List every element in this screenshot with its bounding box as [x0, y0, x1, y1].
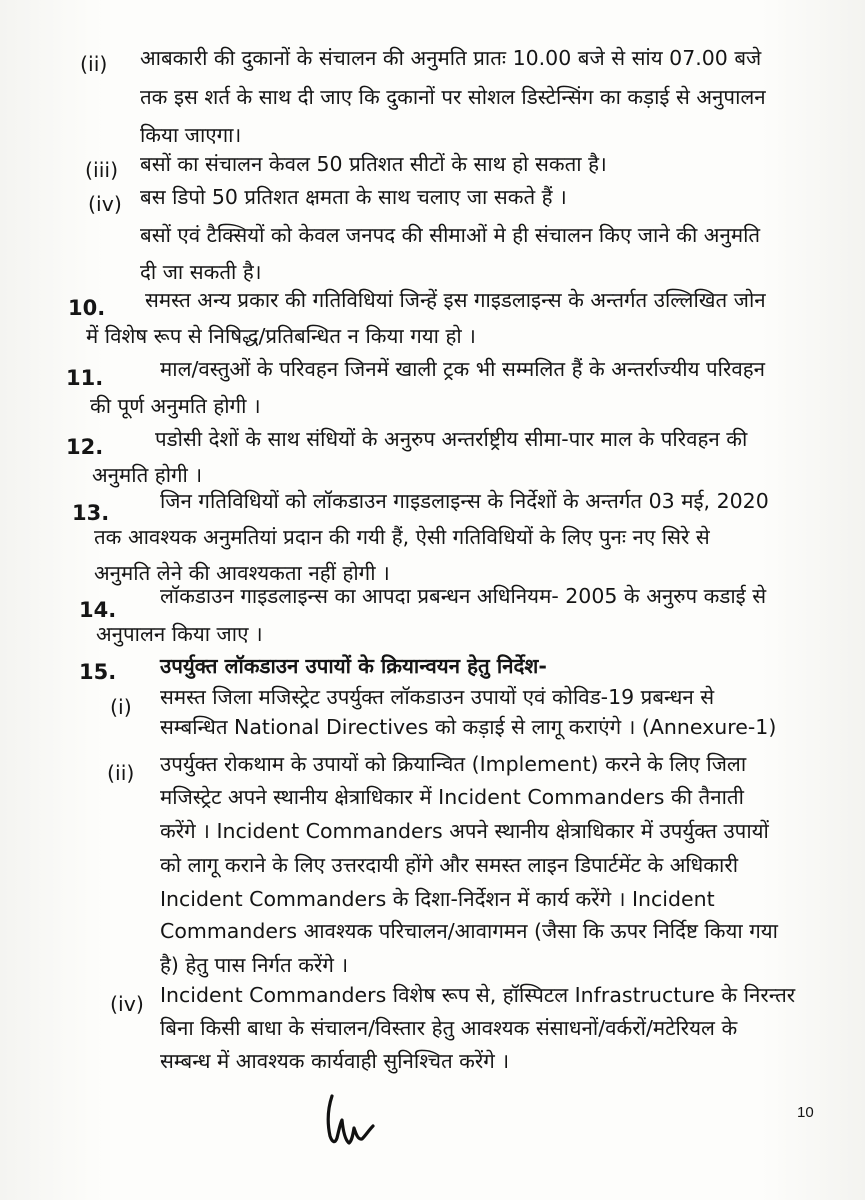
- text-line: पडोसी देशों के साथ संधियों के अनुरुप अन्तर्राष्ट्रीय सीमा-पार माल के परिवहन की: [155, 427, 748, 451]
- text-line: की पूर्ण अनुमति होगी ।: [90, 394, 261, 418]
- text-line: अनुमति होगी ।: [92, 463, 203, 487]
- text-line: किया जाएगा।: [140, 123, 242, 147]
- text-line: तक आवश्यक अनुमतियां प्रदान की गयी हैं, ऐसी गतिविधियों के लिए पुनः नए सिरे से: [94, 525, 710, 549]
- text-line: Incident Commanders के दिशा-निर्देशन में कार्य करेंगे । Incident: [160, 887, 715, 911]
- text-line: मजिस्ट्रेट अपने स्थानीय क्षेत्राधिकार में Incident Commanders की तैनाती: [160, 785, 744, 809]
- text-line: बसों का संचालन केवल 50 प्रतिशत सीटों के साथ हो सकता है।: [140, 152, 607, 176]
- text-line: को लागू कराने के लिए उत्तरदायी होंगे और समस्त लाइन डिपार्टमेंट के अधिकारी: [160, 853, 739, 877]
- text-line: दी जा सकती है।: [140, 260, 262, 284]
- text-line: बसों एवं टैक्सियों को केवल जनपद की सीमाओं मे ही संचालन किए जाने की अनुमति: [140, 223, 761, 247]
- text-line: अनुपालन किया जाए ।: [96, 622, 263, 646]
- text-line: जिन गतिविधियों को लॉकडाउन गाइडलाइन्स के निर्देशों के अन्तर्गत 03 मई, 2020: [160, 489, 769, 513]
- text-line: सम्बन्धित National Directives को कड़ाई से लागू कराएंगे । (Annexure-1): [160, 715, 777, 739]
- text-line: आबकारी की दुकानों के संचालन की अनुमति प्रातः 10.00 बजे से सांय 07.00 बजे: [140, 46, 762, 70]
- text-line: उपर्युक्त रोकथाम के उपायों को क्रियान्वित (Implement) करने के लिए जिला: [160, 752, 747, 776]
- text-line: है) हेतु पास निर्गत करेंगे ।: [160, 953, 349, 977]
- text-line: तक इस शर्त के साथ दी जाए कि दुकानों पर सोशल डिस्टेन्सिंग का कड़ाई से अनुपालन: [140, 85, 766, 109]
- paragraph-number: 10.: [68, 296, 106, 320]
- paragraph-number: 14.: [79, 598, 117, 622]
- item-marker: (iv): [88, 192, 122, 216]
- item-marker: (i): [110, 695, 132, 719]
- paragraph-number: 15.: [79, 660, 117, 684]
- item-marker: (ii): [80, 52, 108, 76]
- text-line: बिना किसी बाधा के संचालन/विस्तार हेतु आवश्यक संसाधनों/वर्करों/मटेरियल के: [160, 1016, 738, 1040]
- item-marker: (ii): [107, 761, 135, 785]
- text-line: Commanders आवश्यक परिचालन/आवागमन (जैसा कि ऊपर निर्दिष्ट किया गया: [160, 919, 778, 943]
- signature-icon: [318, 1086, 388, 1156]
- paragraph-number: 13.: [72, 501, 110, 525]
- text-line: समस्त जिला मजिस्ट्रेट उपर्युक्त लॉकडाउन उपायों एवं कोविड-19 प्रबन्धन से: [160, 685, 715, 709]
- page-number: 10: [797, 1104, 814, 1121]
- text-line: सम्बन्ध में आवश्यक कार्यवाही सुनिश्चित करेंगे ।: [160, 1049, 510, 1073]
- text-line: लॉकडाउन गाइडलाइन्स का आपदा प्रबन्धन अधिनियम- 2005 के अनुरुप कडाई से: [160, 584, 767, 608]
- text-line: बस डिपो 50 प्रतिशत क्षमता के साथ चलाए जा सकते हैं ।: [140, 185, 567, 209]
- text-line: अनुमति लेने की आवश्यकता नहीं होगी ।: [94, 561, 390, 585]
- section-heading: उपर्युक्त लॉकडाउन उपायों के क्रियान्वयन हेतु निर्देश-: [160, 654, 547, 678]
- paragraph-number: 11.: [66, 366, 104, 390]
- item-marker: (iv): [110, 992, 144, 1016]
- text-line: में विशेष रूप से निषिद्ध/प्रतिबन्धित न किया गया हो ।: [86, 324, 476, 348]
- text-line: समस्त अन्य प्रकार की गतिविधियां जिन्हें इस गाइडलाइन्स के अन्तर्गत उल्लिखित जोन: [145, 288, 766, 312]
- paragraph-number: 12.: [66, 435, 104, 459]
- item-marker: (iii): [85, 158, 119, 182]
- text-line: माल/वस्तुओं के परिवहन जिनमें खाली ट्रक भी सम्मलित हैं के अन्तर्राज्यीय परिवहन: [160, 357, 765, 381]
- text-line: करेंगे । Incident Commanders अपने स्थानीय क्षेत्राधिकार में उपर्युक्त उपायों: [160, 819, 769, 843]
- text-line: Incident Commanders विशेष रूप से, हॉस्पिटल Infrastructure के निरन्तर: [160, 983, 796, 1007]
